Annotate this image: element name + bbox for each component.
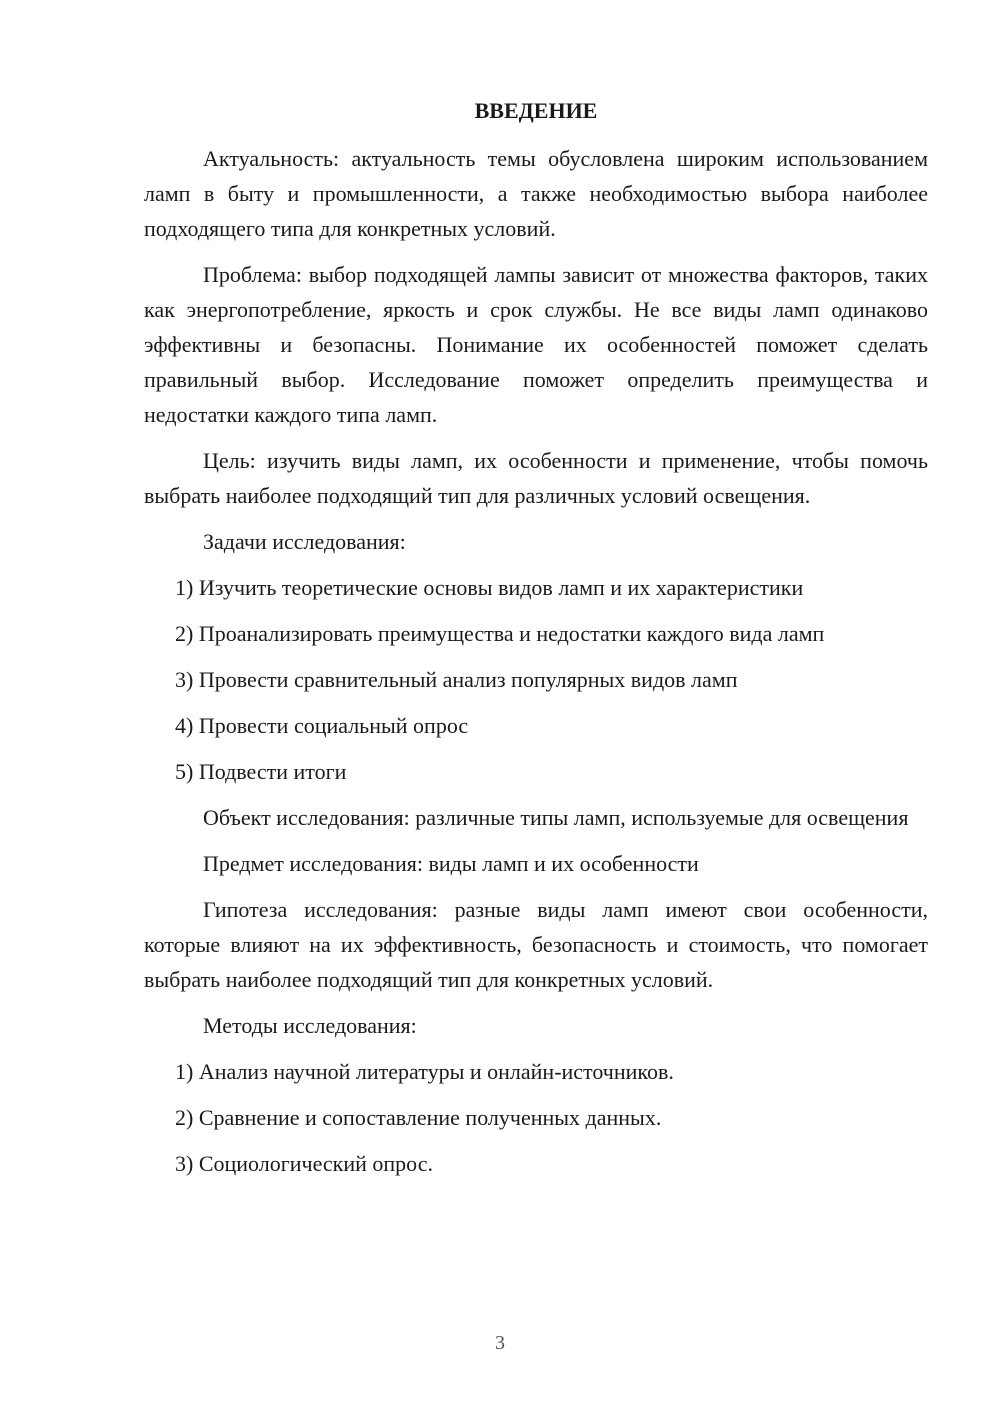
tasks-label: Задачи исследования: <box>203 529 406 554</box>
list-item: 3) Провести сравнительный анализ популярных видов ламп <box>175 667 738 692</box>
methods-label: Методы исследования: <box>203 1013 417 1038</box>
hypothesis-paragraph: Гипотеза исследования: разные виды ламп имеют свои особенности, которые влияют на их эффективность, безопасность и стоимость, что помогает выбрать наиболее подходящий тип для конкретных условий. <box>144 897 928 992</box>
methods-list <box>144 1054 928 1181</box>
document-page <box>144 96 928 1192</box>
problem-paragraph: Проблема: выбор подходящей лампы зависит от множества факторов, таких как энергопотребление, яркость и срок службы. Не все виды ламп одинаково эффективны и безопасны. Понимание их особенностей поможет сделать правильный выбор. Исследование поможет определить преимущества и недостатки каждого типа ламп. <box>144 262 928 427</box>
object-paragraph: Объект исследования: различные типы ламп, используемые для освещения <box>203 805 909 830</box>
list-item: 4) Провести социальный опрос <box>175 713 469 738</box>
subject-paragraph: Предмет исследования: виды ламп и их особенности <box>203 851 699 876</box>
list-item: 1) Изучить теоретические основы видов ламп и их характеристики <box>175 575 804 600</box>
list-item: 2) Сравнение и сопоставление полученных данных. <box>175 1105 662 1130</box>
goal-paragraph: Цель: изучить виды ламп, их особенности и применение, чтобы помочь выбрать наиболее подходящий тип для различных условий освещения. <box>144 448 928 508</box>
tasks-list <box>144 570 928 789</box>
relevance-paragraph: Актуальность: актуальность темы обусловлена широким использованием ламп в быту и промышленности, а также необходимостью выбора наиболее подходящего типа для конкретных условий. <box>144 146 928 241</box>
page-number: 3 <box>495 1332 505 1354</box>
list-item: 5) Подвести итоги <box>175 759 347 784</box>
list-item: 2) Проанализировать преимущества и недостатки каждого вида ламп <box>175 621 825 646</box>
list-item: 3) Социологический опрос. <box>175 1151 433 1176</box>
list-item: 1) Анализ научной литературы и онлайн-источников. <box>175 1059 674 1084</box>
section-heading: ВВЕДЕНИЕ <box>474 98 598 123</box>
